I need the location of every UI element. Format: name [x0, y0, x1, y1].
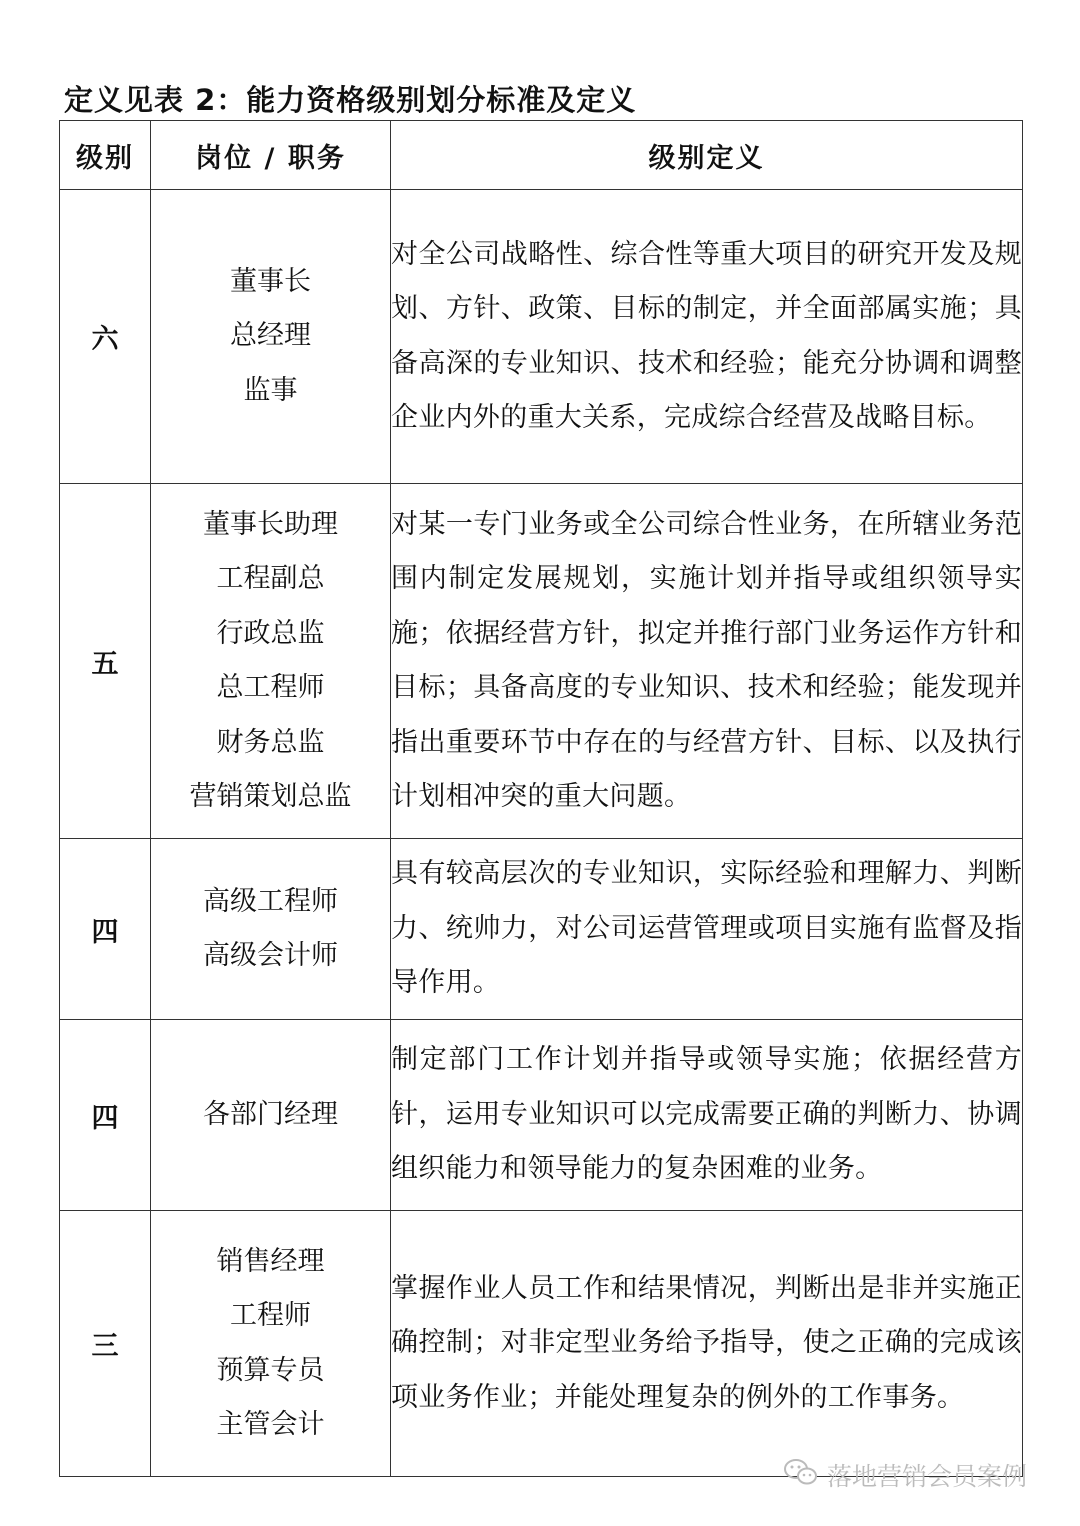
table-row — [60, 1211, 1023, 1477]
position-item: 工程副总 — [216, 563, 325, 594]
definition-cell: 掌握作业人员工作和结果情况，判断出是非并实施正确控制；对非定型业务给予指导，使之正确的完成该项业务作业；并能处理复杂的例外的工作事务。 — [391, 1211, 1023, 1477]
level-cell: 五 — [60, 484, 151, 839]
position-item: 高级会计师 — [203, 940, 338, 971]
positions-cell — [151, 839, 391, 1020]
level-cell: 四 — [60, 1020, 151, 1211]
position-item: 总工程师 — [216, 672, 325, 703]
table-row — [60, 839, 1023, 1020]
positions-cell — [151, 484, 391, 839]
level-cell: 四 — [60, 839, 151, 1020]
definition-cell: 具有较高层次的专业知识，实际经验和理解力、判断力、统帅力，对公司运营管理或项目实施有监督及指导作用。 — [391, 839, 1023, 1020]
header-definition: 级别定义 — [391, 121, 1023, 190]
position-item: 行政总监 — [216, 617, 325, 649]
position-item: 高级工程师 — [203, 885, 338, 917]
document-title: 定义见表 2：能力资格级别划分标准及定义 — [64, 83, 637, 117]
level-cell: 六 — [60, 190, 151, 484]
watermark — [783, 1458, 1027, 1492]
position-item: 总经理 — [230, 320, 311, 352]
position-item: 董事长 — [230, 265, 311, 297]
position-item: 营销策划总监 — [189, 781, 352, 812]
definition-cell: 对某一专门业务或全公司综合性业务，在所辖业务范围内制定发展规划，实施计划并指导或组织领导实施；依据经营方针，拟定并推行部门业务运作方针和目标；具备高度的专业知识、技术和经验；能发现并指出重要环节中存在的与经营方针、目标、以及执行计划相冲突的重大问题。 — [391, 484, 1023, 839]
positions-cell — [151, 1020, 391, 1211]
position-item: 主管会计 — [216, 1409, 325, 1440]
header-level: 级别 — [60, 121, 151, 190]
definition-cell: 对全公司战略性、综合性等重大项目的研究开发及规划、方针、政策、目标的制定，并全面部属实施；具备高深的专业知识、技术和经验；能充分协调和调整企业内外的重大关系，完成综合经营及战略目标。 — [391, 190, 1023, 484]
definition-cell: 制定部门工作计划并指导或领导实施；依据经营方针，运用专业知识可以完成需要正确的判断力、协调组织能力和领导能力的复杂困难的业务。 — [391, 1020, 1023, 1211]
positions-cell — [151, 1211, 391, 1477]
position-item: 各部门经理 — [203, 1098, 338, 1130]
positions-cell — [151, 190, 391, 484]
position-item: 工程师 — [230, 1300, 311, 1331]
table-row — [60, 484, 1023, 839]
watermark-text: 落地营销会员案例 — [827, 1462, 1028, 1491]
position-item: 财务总监 — [216, 726, 325, 758]
position-item: 董事长助理 — [203, 508, 338, 540]
grade-definition-table — [59, 120, 1023, 1477]
table-row — [60, 1020, 1023, 1211]
position-item: 销售经理 — [216, 1245, 325, 1277]
position-item: 预算专员 — [216, 1354, 325, 1386]
table-row — [60, 190, 1023, 484]
wechat-icon — [783, 1457, 827, 1493]
header-position: 岗位 / 职务 — [151, 121, 391, 190]
level-cell: 三 — [60, 1211, 151, 1477]
table-header-row — [60, 121, 1023, 190]
position-item: 监事 — [243, 374, 298, 406]
